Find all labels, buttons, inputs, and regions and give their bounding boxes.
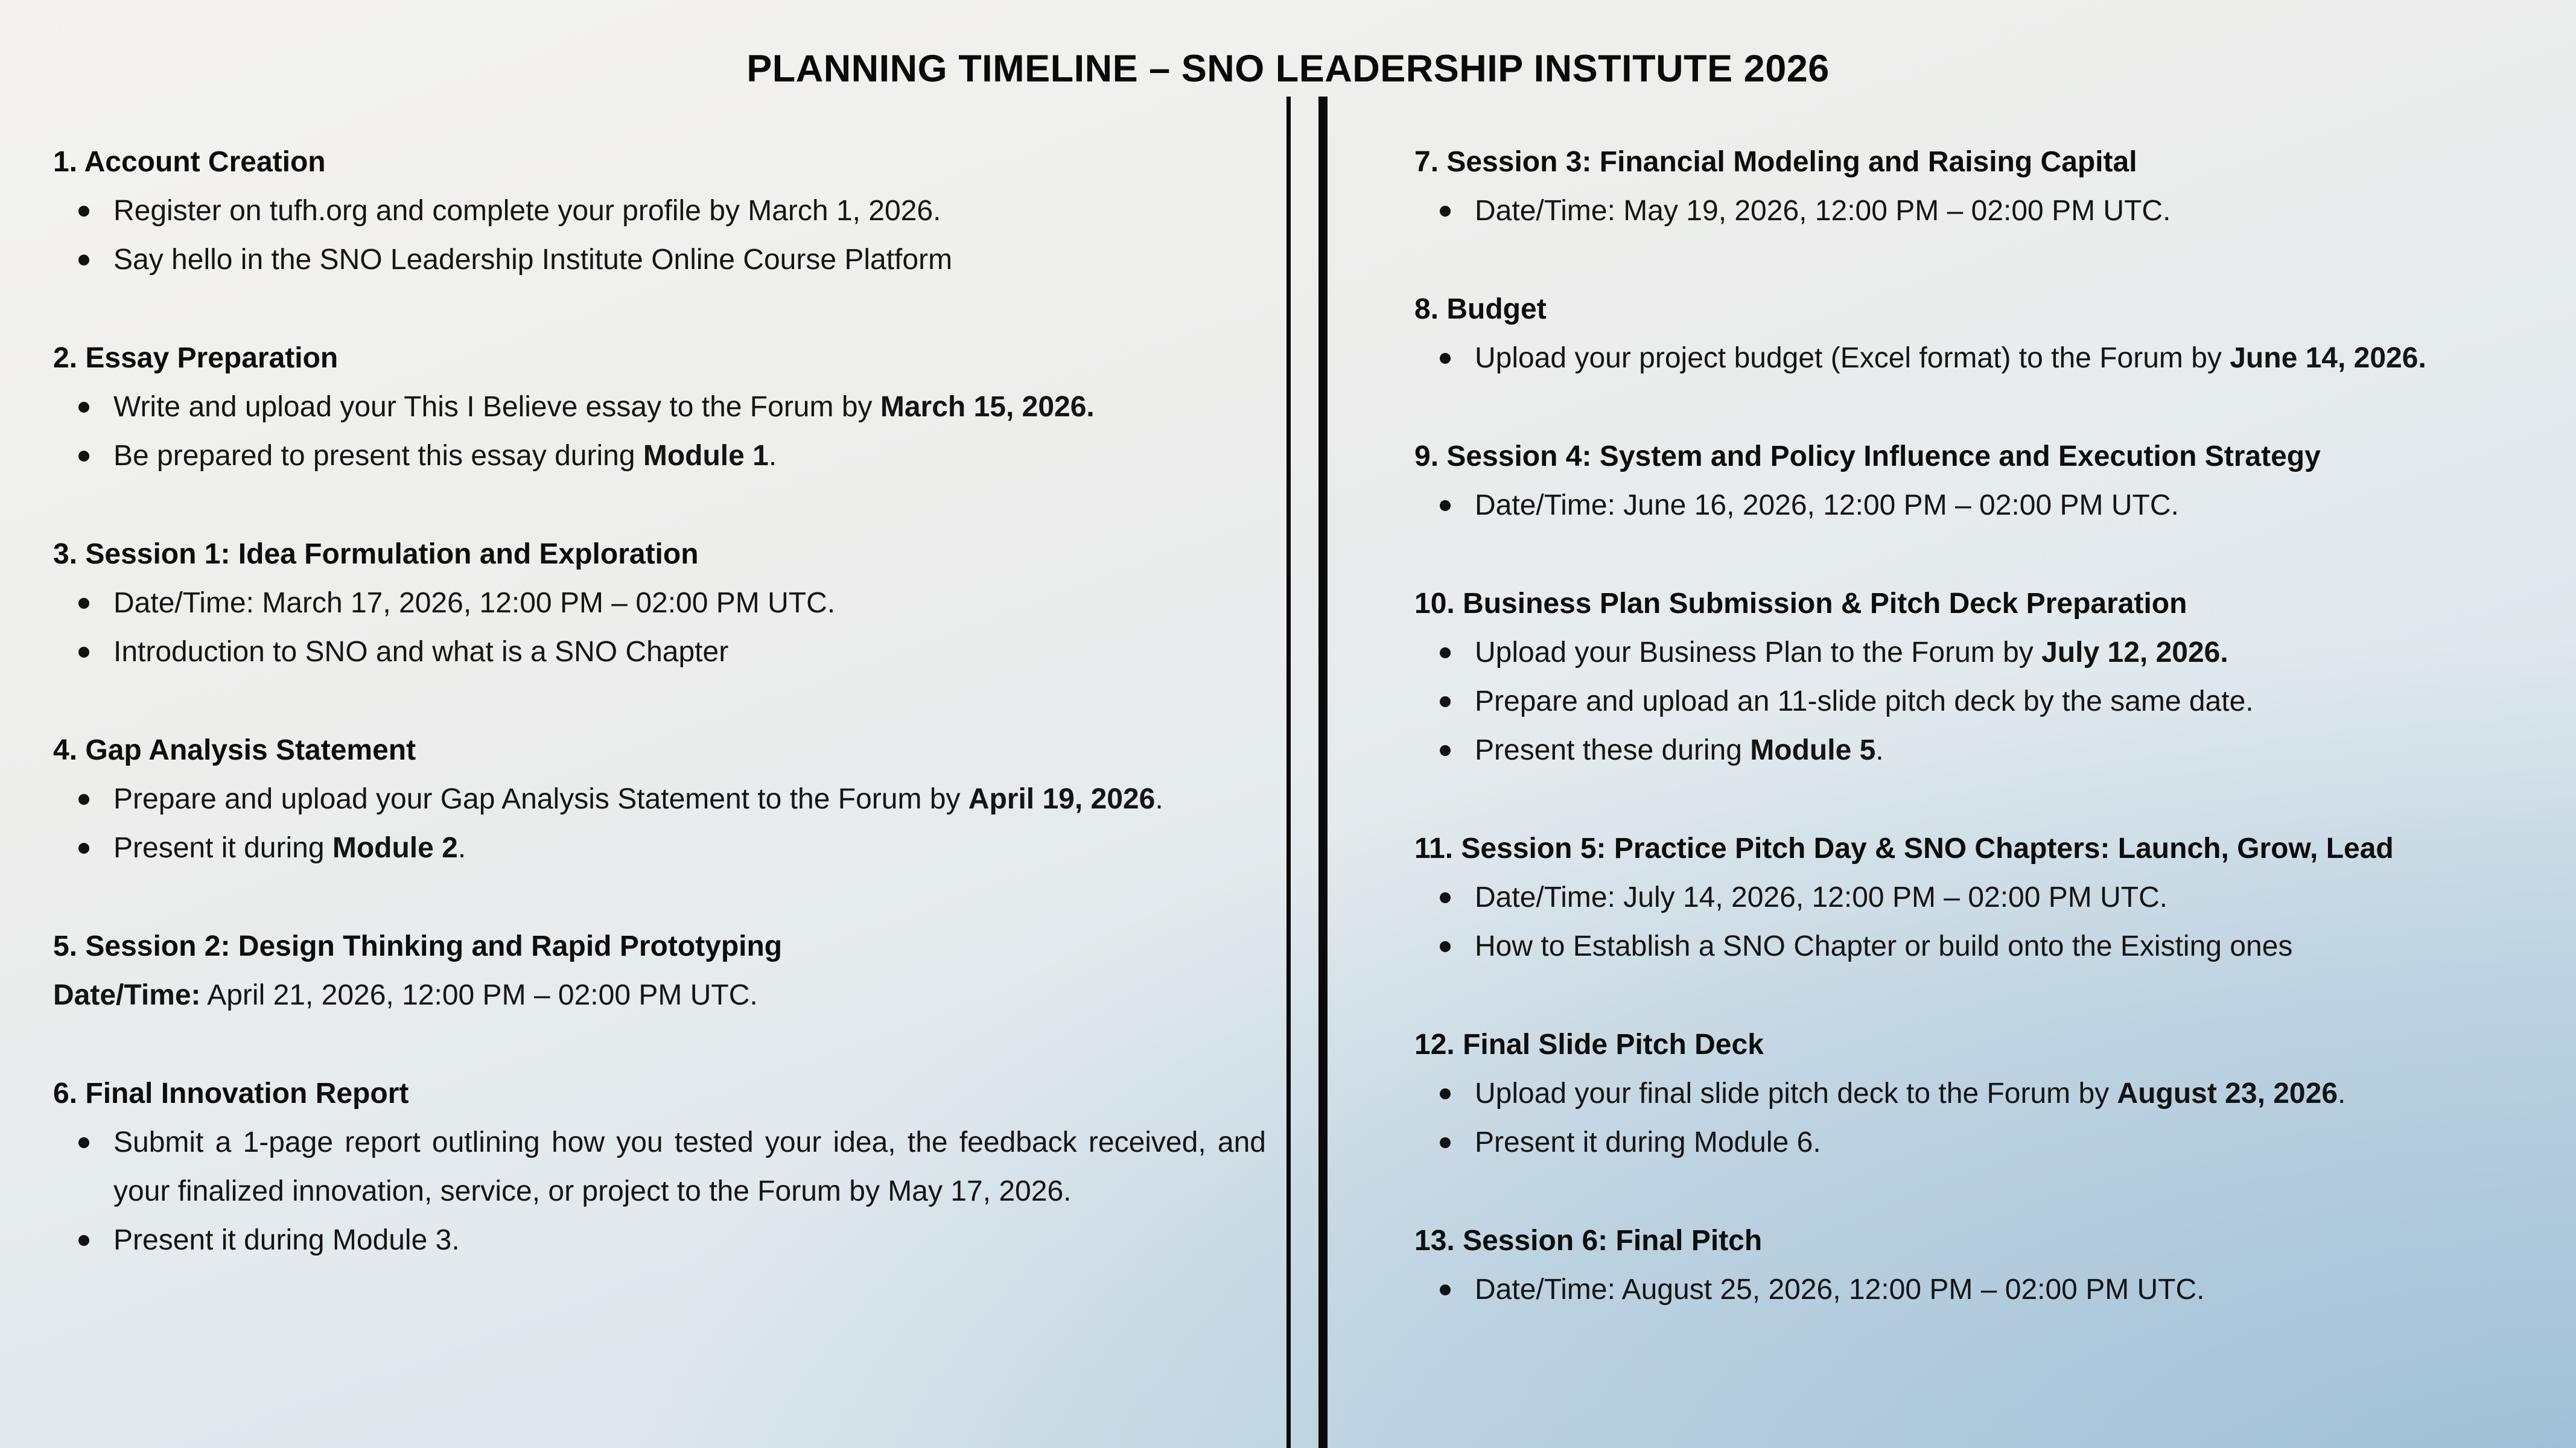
item-text: Say hello in the SNO Leadership Institute Online Course Platform bbox=[113, 244, 953, 276]
bullet-item bbox=[1414, 677, 2528, 726]
bullet-dot-icon bbox=[1440, 1284, 1451, 1295]
bullet-dot-icon bbox=[1440, 892, 1451, 903]
bullet-dot-icon bbox=[1440, 696, 1451, 707]
bullet-item bbox=[53, 775, 1266, 824]
item-text: Date/Time: May 19, 2026, 12:00 PM – 02:00 PM UTC. bbox=[1475, 195, 2171, 227]
item-text: Date/Time: August 25, 2026, 12:00 PM – 02:00 PM UTC. bbox=[1475, 1274, 2205, 1306]
timeline-section bbox=[53, 334, 1266, 480]
timeline-section bbox=[53, 530, 1266, 676]
bullet-dot-icon bbox=[78, 1137, 89, 1148]
item-text: Present it during Module 6. bbox=[1475, 1126, 1821, 1158]
section-heading: 2. Essay Preparation bbox=[53, 342, 339, 374]
timeline-section bbox=[1414, 285, 2528, 383]
bullet-item bbox=[1414, 873, 2528, 922]
section-heading: 12. Final Slide Pitch Deck bbox=[1414, 1029, 1764, 1061]
item-text: Introduction to SNO and what is a SNO Chapter bbox=[113, 636, 729, 668]
bullet-item bbox=[1414, 334, 2528, 383]
bullet-item bbox=[1414, 1265, 2528, 1314]
bullet-item bbox=[53, 186, 1266, 235]
column-divider-thick-rule bbox=[1318, 97, 1328, 1448]
item-text: How to Establish a SNO Chapter or build onto the Existing ones bbox=[1475, 930, 2293, 962]
bullet-dot-icon bbox=[1440, 745, 1451, 756]
timeline-section bbox=[1414, 138, 2528, 235]
bullet-dot-icon bbox=[78, 1235, 89, 1246]
timeline-section bbox=[53, 138, 1266, 284]
bullet-item bbox=[1414, 1118, 2528, 1167]
section-heading: 1. Account Creation bbox=[53, 146, 326, 178]
timeline-section bbox=[1414, 579, 2528, 775]
bullet-dot-icon bbox=[78, 402, 89, 413]
bullet-item bbox=[1414, 1069, 2528, 1118]
bullet-dot-icon bbox=[78, 843, 89, 854]
bullet-item bbox=[1414, 726, 2528, 775]
bullet-item bbox=[53, 824, 1266, 872]
item-text: Present it during Module 2. bbox=[113, 832, 466, 864]
bullet-dot-icon bbox=[1440, 647, 1451, 658]
bullet-item bbox=[53, 235, 1266, 284]
section-heading: 5. Session 2: Design Thinking and Rapid Prototyping bbox=[53, 930, 783, 962]
section-heading: 8. Budget bbox=[1414, 293, 1547, 325]
bullet-dot-icon bbox=[1440, 941, 1451, 952]
bullet-dot-icon bbox=[1440, 353, 1451, 364]
timeline-section bbox=[53, 1069, 1266, 1265]
bullet-item bbox=[53, 383, 1266, 431]
bullet-dot-icon bbox=[1440, 1088, 1451, 1099]
section-heading: 6. Final Innovation Report bbox=[53, 1078, 409, 1110]
section-heading: 11. Session 5: Practice Pitch Day & SNO Chapters: Launch, Grow, Lead bbox=[1414, 833, 2394, 865]
item-text: Date/Time: July 14, 2026, 12:00 PM – 02:00 PM UTC. bbox=[1475, 881, 2168, 913]
timeline-section bbox=[1414, 1020, 2528, 1167]
section-heading: 13. Session 6: Final Pitch bbox=[1414, 1225, 1763, 1257]
column-divider-thin-rule bbox=[1286, 97, 1291, 1448]
bullet-dot-icon bbox=[78, 794, 89, 805]
item-text: Date/Time: April 21, 2026, 12:00 PM – 02:00 PM UTC. bbox=[53, 979, 758, 1011]
timeline-section bbox=[1414, 1216, 2528, 1314]
section-heading: 4. Gap Analysis Statement bbox=[53, 734, 416, 766]
timeline-section bbox=[1414, 432, 2528, 530]
bullet-item bbox=[53, 1216, 1266, 1265]
timeline-section bbox=[53, 726, 1266, 872]
item-text: Prepare and upload an 11-slide pitch deck by the same date. bbox=[1475, 685, 2254, 717]
item-text: Present it during Module 3. bbox=[113, 1224, 460, 1256]
bullet-dot-icon bbox=[78, 255, 89, 265]
item-text: Date/Time: March 17, 2026, 12:00 PM – 02:00 PM UTC. bbox=[113, 587, 836, 619]
item-text: Upload your final slide pitch deck to the Forum by August 23, 2026. bbox=[1475, 1078, 2346, 1110]
bullet-item bbox=[1414, 922, 2528, 971]
bullet-item bbox=[1414, 481, 2528, 530]
bullet-item bbox=[53, 1118, 1266, 1216]
page-title: PLANNING TIMELINE – SNO LEADERSHIP INSTITUTE 2026 bbox=[746, 48, 1830, 90]
section-heading: 9. Session 4: System and Policy Influence and Execution Strategy bbox=[1414, 440, 2321, 472]
bullet-dot-icon bbox=[78, 598, 89, 609]
bullet-dot-icon bbox=[78, 206, 89, 217]
timeline-section bbox=[53, 922, 1266, 1020]
bullet-dot-icon bbox=[1440, 500, 1451, 511]
section-text-line bbox=[53, 971, 1266, 1020]
section-heading: 3. Session 1: Idea Formulation and Exploration bbox=[53, 538, 699, 570]
bullet-dot-icon bbox=[78, 647, 89, 658]
bullet-item bbox=[53, 579, 1266, 627]
bullet-item bbox=[53, 431, 1266, 480]
section-heading: 10. Business Plan Submission & Pitch Deck Preparation bbox=[1414, 588, 2187, 620]
bullet-dot-icon bbox=[78, 451, 89, 462]
right-column bbox=[1414, 138, 2528, 1364]
item-text: Date/Time: June 16, 2026, 12:00 PM – 02:00 PM UTC. bbox=[1475, 489, 2179, 521]
section-heading: 7. Session 3: Financial Modeling and Raising Capital bbox=[1414, 146, 2137, 178]
bullet-dot-icon bbox=[1440, 206, 1451, 217]
bullet-item bbox=[53, 627, 1266, 676]
item-text: Be prepared to present this essay during Module 1. bbox=[113, 440, 777, 472]
item-text: Write and upload your This I Believe essay to the Forum by March 15, 2026. bbox=[113, 391, 1095, 423]
item-text: Upload your project budget (Excel format) to the Forum by June 14, 2026. bbox=[1475, 342, 2426, 374]
item-text: Prepare and upload your Gap Analysis Statement to the Forum by April 19, 2026. bbox=[113, 783, 1163, 815]
bullet-item bbox=[1414, 186, 2528, 235]
bullet-item bbox=[1414, 628, 2528, 677]
item-text: Register on tufh.org and complete your profile by March 1, 2026. bbox=[113, 195, 941, 227]
left-column bbox=[53, 138, 1266, 1314]
timeline-section bbox=[1414, 824, 2528, 971]
bullet-dot-icon bbox=[1440, 1137, 1451, 1148]
item-text: Upload your Business Plan to the Forum by July 12, 2026. bbox=[1475, 637, 2228, 668]
item-text: Submit a 1-page report outlining how you tested your idea, the feedback received, and your finalized innovation, service, or project to the Forum by May 17, 2026. bbox=[113, 1126, 1266, 1207]
item-text: Present these during Module 5. bbox=[1475, 734, 1884, 766]
